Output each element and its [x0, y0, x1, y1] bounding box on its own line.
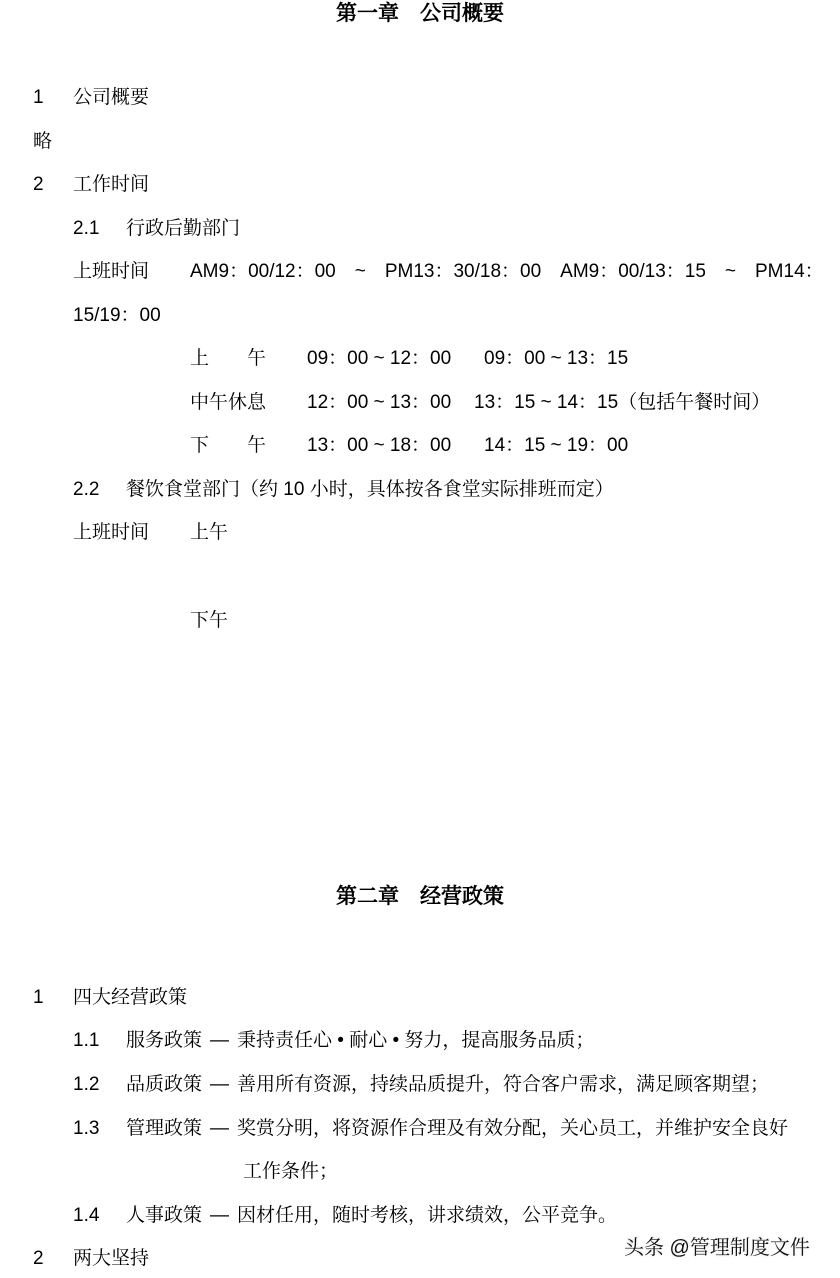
policy-item: [73, 1029, 594, 1053]
subsection-label: 行政后勤部门: [126, 218, 241, 239]
watermark: 头条 @管理制度文件: [624, 1237, 810, 1259]
work-time-label: 上班时间: [73, 261, 150, 282]
canteen-afternoon: 下午: [190, 610, 229, 631]
schedule-time-b: 09：00 ~ 13：15: [484, 348, 629, 369]
policy-text-continued: 工作条件；: [243, 1161, 339, 1182]
section-label: 工作时间: [73, 174, 150, 195]
policy-name: 人事政策: [126, 1205, 203, 1226]
chapter2-title: 第二章 经营政策: [336, 884, 504, 908]
section-number: 2: [33, 174, 44, 195]
canteen-time-label: 上班时间: [73, 522, 150, 543]
policy-dash: —: [210, 1074, 230, 1095]
policy-section-2-heading: [33, 1247, 149, 1271]
schedule-time-a: 13：00 ~ 18：00: [307, 435, 452, 456]
policy-text: 因材任用，随时考核，讲求绩效，公平竞争。: [237, 1205, 618, 1226]
policy-number: 1.4: [73, 1205, 100, 1226]
section-number: 2: [33, 1248, 44, 1269]
chapter1-title: 第一章 公司概要: [336, 1, 504, 25]
schedule-time-a: 09：00 ~ 12：00: [307, 348, 452, 369]
schedule-label: 下 午: [190, 435, 267, 456]
schedule-time-b: 14：15 ~ 19：00: [484, 435, 629, 456]
schedule-time-a: 12：00 ~ 13：00: [307, 392, 452, 413]
section-1-body: 略: [33, 131, 53, 152]
policy-name: 服务政策: [126, 1030, 203, 1051]
work-time-value: AM9：00/12：00 ~ PM13：30/18：00 AM9：00/13：15 ~ PM14：: [190, 261, 824, 282]
subsection-label: 餐饮食堂部门（约 10 小时，具体按各食堂实际排班而定）: [126, 479, 614, 500]
section-number: 1: [33, 87, 44, 108]
policy-name: 品质政策: [126, 1074, 203, 1095]
schedule-row-morning: [190, 347, 628, 371]
canteen-morning: 上午: [190, 522, 229, 543]
policy-item: [73, 1204, 617, 1228]
policy-number: 1.2: [73, 1074, 100, 1095]
schedule-label: 上 午: [190, 348, 267, 369]
canteen-time-row: [73, 521, 228, 545]
policy-text: 秉持责任心 • 耐心 • 努力，提高服务品质；: [237, 1030, 595, 1051]
section-1-heading: [33, 86, 149, 110]
section-label: 两大坚持: [73, 1248, 150, 1269]
policy-dash: —: [210, 1205, 230, 1226]
policy-item: [73, 1117, 788, 1141]
section-label: 四大经营政策: [73, 987, 188, 1008]
policy-text: 奖赏分明，将资源作合理及有效分配，关心员工，并维护安全良好: [237, 1118, 789, 1139]
subsection-2-1-heading: [73, 217, 240, 241]
schedule-row-noon-break: [190, 391, 770, 415]
policy-number: 1.1: [73, 1030, 100, 1051]
work-time-line-1: [73, 260, 824, 284]
policy-name: 管理政策: [126, 1118, 203, 1139]
policy-dash: —: [210, 1118, 230, 1139]
subsection-number: 2.2: [73, 479, 100, 500]
subsection-2-2-heading: [73, 478, 614, 502]
schedule-row-afternoon: [190, 434, 628, 458]
subsection-number: 2.1: [73, 218, 100, 239]
section-number: 1: [33, 987, 44, 1008]
policy-number: 1.3: [73, 1118, 100, 1139]
section-2-heading: [33, 173, 149, 197]
schedule-time-b: 13：15 ~ 14：15: [474, 392, 619, 413]
schedule-note: （包括午餐时间）: [618, 392, 771, 413]
section-label: 公司概要: [73, 87, 150, 108]
schedule-label: 中午休息: [190, 392, 267, 413]
policy-section-1-heading: [33, 986, 187, 1010]
policy-text: 善用所有资源，持续品质提升，符合客户需求，满足顾客期望；: [237, 1074, 770, 1095]
policy-item: [73, 1073, 769, 1097]
policy-dash: —: [210, 1030, 230, 1051]
work-time-line-2: 15/19：00: [73, 305, 161, 326]
